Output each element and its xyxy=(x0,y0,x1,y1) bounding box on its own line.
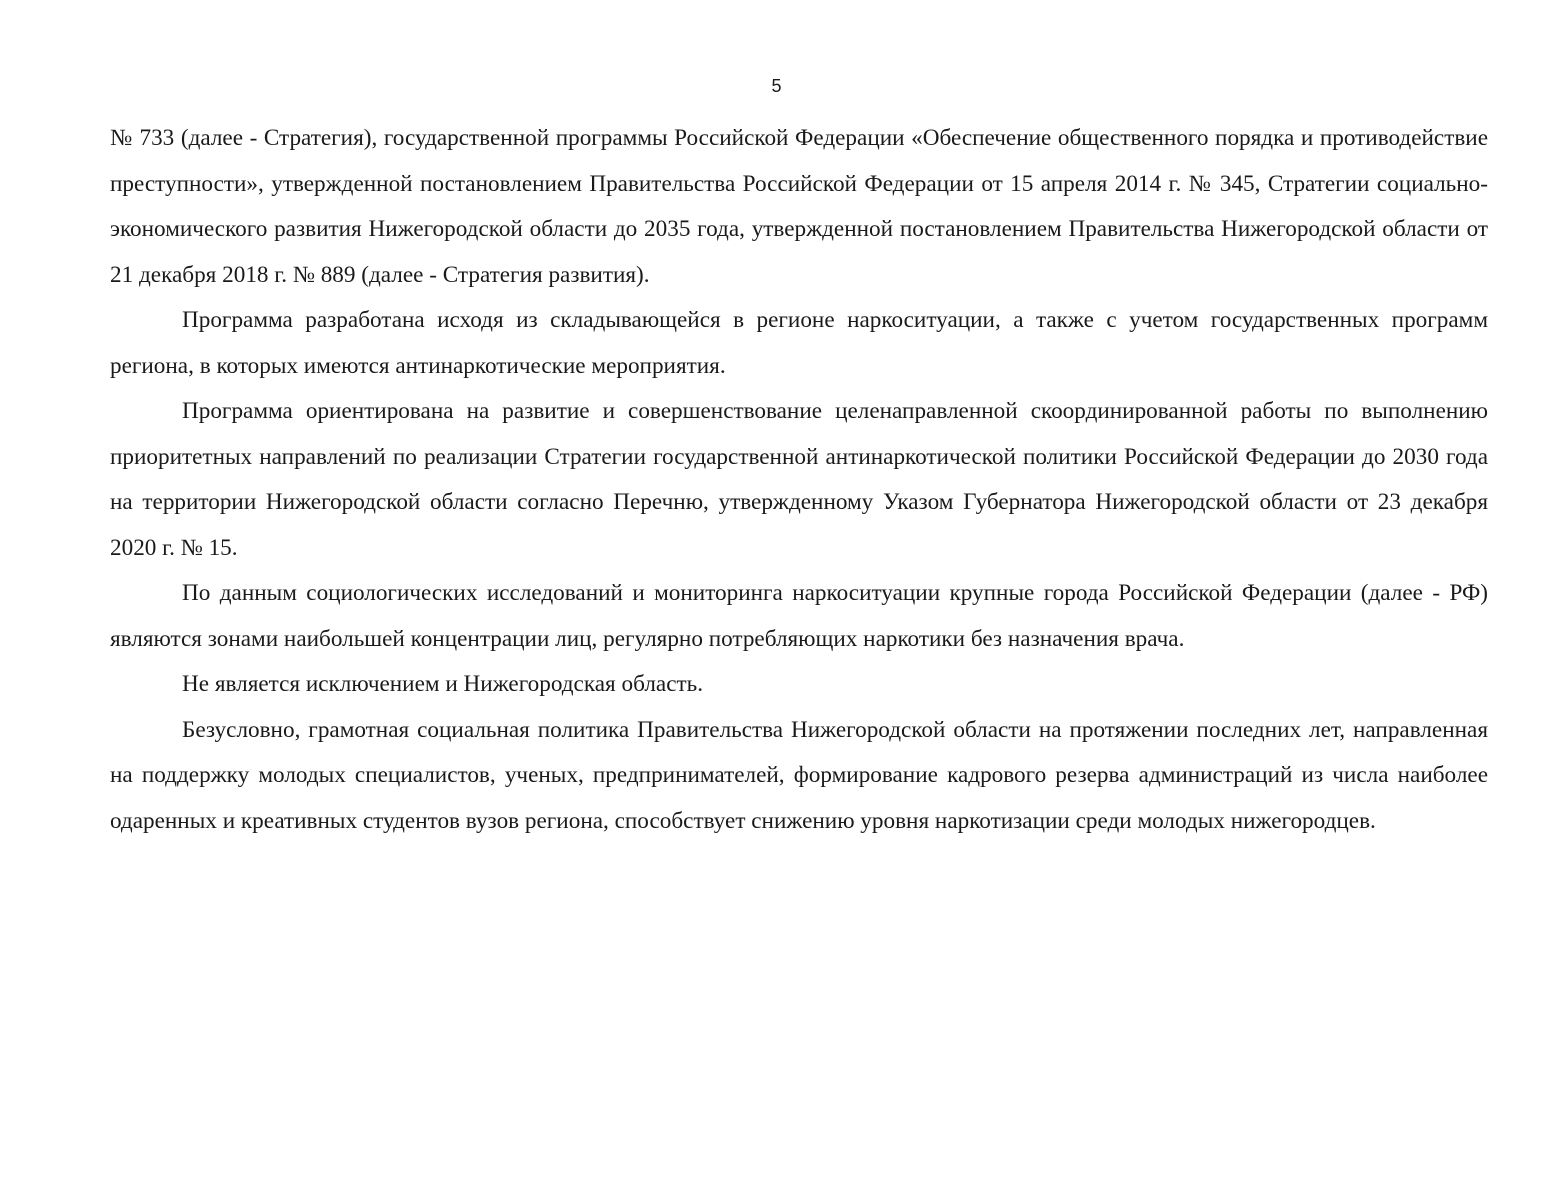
document-body xyxy=(110,116,1488,844)
paragraph-4: По данным социологических исследований и мониторинга наркоситуации крупные города Российской Федерации (далее - РФ) являются зонами наибольшей концентрации лиц, регулярно потребляющих наркотики без назначения врача. xyxy=(110,580,1488,652)
paragraph-6: Безусловно, грамотная социальная политика Правительства Нижегородской области на протяжении последних лет, направленная на поддержку молодых специалистов, ученых, предпринимателей, формирование кадрового резерва администраций из числа наиболее одаренных и креативных студентов вузов региона, способствует снижению уровня наркотизации среди молодых нижегородцев. xyxy=(110,716,1488,834)
paragraph-2: Программа разработана исходя из складывающейся в регионе наркоситуации, а также с учетом государственных программ региона, в которых имеются антинаркотические мероприятия. xyxy=(110,307,1488,379)
paragraph-5: Не является исключением и Нижегородская область. xyxy=(182,671,703,697)
paragraph-1: № 733 (далее - Стратегия), государственной программы Российской Федерации «Обеспечение общественного порядка и противодействие преступности», утвержденной постановлением Правительства Российской Федерации от 15 апреля 2014 г. № 345, Стратегии социально-экономического развития Нижегородской области до 2035 года, утвержденной постановлением Правительства Нижегородской области от 21 декабря 2018 г. № 889 (далее - Стратегия развития). xyxy=(110,125,1488,288)
page-number: 5 xyxy=(771,76,782,96)
paragraph-3: Программа ориентирована на развитие и совершенствование целенаправленной скоординированной работы по выполнению приоритетных направлений по реализации Стратегии государственной антинаркотической политики Российской Федерации до 2030 года на территории Нижегородской области согласно Перечню, утвержденному Указом Губернатора Нижегородской области от 23 декабря 2020 г. № 15. xyxy=(110,398,1488,561)
